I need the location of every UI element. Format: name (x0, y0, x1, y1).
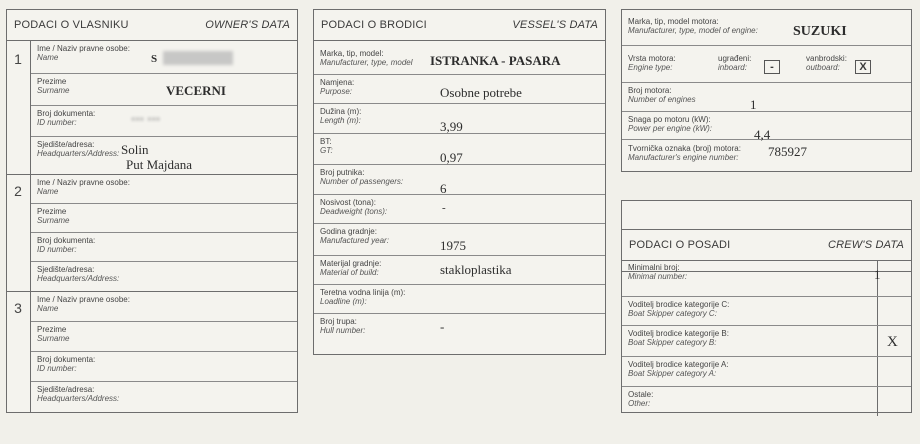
vessel-gt-row (314, 134, 605, 165)
field-label-en: Surname (37, 86, 70, 95)
owner-group-number: 1 (14, 51, 22, 67)
vessel-loadline-row (314, 285, 605, 314)
owner-id-row (31, 106, 297, 137)
field-label-en: Purpose: (320, 87, 353, 96)
crew-minimal-row (622, 263, 911, 296)
field-label-en: Deadweight (tons): (320, 207, 388, 216)
field-label-hr: Prezime (37, 325, 67, 334)
engine-type-row (622, 46, 911, 83)
vessel-hull-value: - (440, 319, 445, 334)
field-label-en: Other: (628, 399, 651, 408)
field-label-hr: Marka, tip, model: (320, 49, 384, 58)
field-label-hr: Vrsta motora: (628, 54, 676, 63)
field-label-hr: Nosivost (tona): (320, 198, 377, 207)
field-label-hr: Broj putnika: (320, 168, 365, 177)
field-label-hr: Prezime (37, 207, 67, 216)
vessel-deadweight-value: - (442, 202, 446, 214)
crew-minimal-value: 1 (874, 267, 881, 282)
field-label-en: ID number: (37, 118, 77, 127)
engine-power-row (622, 112, 911, 140)
field-label-hr: Teretna vodna linija (m): (320, 288, 406, 297)
vessel-deadweight-row (314, 195, 605, 224)
vessel-material-value: stakloplastika (440, 262, 512, 277)
crew-category-a-row (622, 357, 911, 387)
vessel-material-row (314, 256, 605, 285)
vessel-hull-row (314, 314, 605, 344)
field-label-hr: Marka, tip, model motora: (628, 17, 719, 26)
vessel-fields (314, 41, 605, 344)
field-label-hr: Voditelj brodice kategorije A: (628, 360, 729, 369)
crew-title-hr: PODACI O POSADI (629, 239, 731, 251)
field-label-hr: Sjedište/adresa: (37, 140, 95, 149)
field-label-en: Manufacturer's engine number: (628, 153, 739, 162)
owner-surname-row (31, 322, 297, 352)
crew-panel (621, 200, 912, 413)
field-label-en: Boat Skipper category B: (628, 338, 717, 347)
owner-group-3 (7, 292, 297, 413)
field-label-en: Surname (37, 216, 70, 225)
owner-surname-value: VECERNI (166, 83, 226, 98)
field-label-hr: Broj motora: (628, 86, 672, 95)
owner-group-number: 3 (14, 300, 22, 316)
vessel-length-row (314, 104, 605, 134)
owner-street-value: Put Majdana (126, 157, 193, 172)
field-label-en: ID number: (37, 245, 77, 254)
vessel-length-value: 3,99 (440, 119, 463, 134)
owner-id-row (31, 233, 297, 262)
redacted-area (163, 51, 233, 65)
engine-count-row (622, 83, 911, 112)
field-label-hr: Namjena: (320, 78, 355, 87)
inboard-label-en: inboard: (718, 63, 747, 72)
field-label-en: Headquarters/Address: (37, 394, 120, 403)
owner-name-value: S (151, 53, 158, 65)
engine-panel (621, 9, 912, 172)
engine-make-row (622, 10, 911, 46)
vessel-title-hr: PODACI O BRODICI (321, 19, 427, 31)
vessel-make-value: ISTRANKA - PASARA (430, 53, 561, 68)
field-label-hr: Snaga po motoru (kW): (628, 115, 711, 124)
field-label-en: Headquarters/Address: (37, 149, 120, 158)
owner-city-value: Solin (121, 142, 149, 157)
field-label-en: Boat Skipper category A: (628, 369, 717, 378)
crew-category-c-row (622, 296, 911, 326)
field-label-en: Name (37, 187, 59, 196)
field-label-hr: Broj dokumenta: (37, 355, 96, 364)
engine-count-value: 1 (750, 97, 757, 112)
field-label-en: Power per engine (kW): (628, 124, 713, 133)
engine-make-value: SUZUKI (793, 24, 847, 39)
vessel-gt-value: 0,97 (440, 150, 463, 165)
field-label-hr: BT: (320, 137, 332, 146)
field-label-hr: Materijal gradnje: (320, 259, 382, 268)
owner-name-row (31, 292, 297, 322)
crew-fields (622, 263, 911, 415)
owner-title-hr: PODACI O VLASNIKU (14, 19, 129, 31)
field-label-en: Headquarters/Address: (37, 274, 120, 283)
vessel-year-value: 1975 (440, 238, 466, 253)
owner-surname-row (31, 204, 297, 233)
crew-other-row (622, 387, 911, 415)
crew-category-b-row (622, 326, 911, 357)
owner-group-number: 2 (14, 183, 22, 199)
outboard-checkbox: X (855, 60, 871, 74)
vessel-title-en: VESSEL'S DATA (512, 19, 598, 31)
field-label-en: Material of build: (320, 268, 379, 277)
field-label-hr: Sjedište/adresa: (37, 385, 95, 394)
owner-title-en: OWNER'S DATA (205, 19, 290, 31)
field-label-hr: Voditelj brodice kategorije B: (628, 329, 729, 338)
field-label-hr: Voditelj brodice kategorije C: (628, 300, 730, 309)
field-label-en: Name (37, 53, 59, 62)
owner-address-row (31, 137, 297, 174)
owner-panel (6, 9, 298, 413)
field-label-hr: Ime / Naziv pravne osobe: (37, 295, 130, 304)
field-label-en: Name (37, 304, 59, 313)
field-label-hr: Sjedište/adresa: (37, 265, 95, 274)
field-label-en: Length (m): (320, 116, 361, 125)
crew-header (622, 229, 911, 261)
field-label-en: Surname (37, 334, 70, 343)
field-label-hr: Broj dokumenta: (37, 236, 96, 245)
field-label-en: Manufacturer, type, model (320, 58, 413, 67)
field-label-en: Hull number: (320, 326, 366, 335)
crew-title-en: CREW'S DATA (827, 239, 904, 251)
owner-id-value: ··· ··· (131, 111, 161, 126)
crew-category-b-value: X (887, 334, 898, 350)
engine-power-value: 4,4 (754, 127, 771, 142)
outboard-label-en: outboard: (806, 63, 840, 72)
field-label-hr: Ostale: (628, 390, 654, 399)
vessel-panel (313, 9, 606, 355)
field-label-en: Boat Skipper category C: (628, 309, 717, 318)
field-label-en: Loadline (m): (320, 297, 367, 306)
field-label-hr: Ime / Naziv pravne osobe: (37, 44, 130, 53)
field-label-en: ID number: (37, 364, 77, 373)
owner-surname-row (31, 74, 297, 106)
owner-header (7, 10, 297, 41)
field-label-hr: Broj dokumenta: (37, 109, 96, 118)
owner-name-row (31, 175, 297, 204)
inboard-checkbox: - (764, 60, 780, 74)
vessel-year-row (314, 224, 605, 256)
field-label-hr: Prezime (37, 77, 67, 86)
vessel-header (314, 10, 605, 41)
field-label-hr: Dužina (m): (320, 107, 362, 116)
field-label-en: Engine type: (628, 63, 673, 72)
field-label-en: Number of engines (628, 95, 696, 104)
field-label-en: GT: (320, 146, 333, 155)
field-label-hr: Tvornička oznaka (broj) motora: (628, 144, 741, 153)
vessel-purpose-row (314, 75, 605, 104)
field-label-en: Number of passengers: (320, 177, 404, 186)
owner-id-row (31, 352, 297, 382)
field-label-hr: Godina gradnje: (320, 227, 377, 236)
inboard-label-hr: ugrađeni: (718, 54, 752, 63)
engine-serial-value: 785927 (768, 144, 807, 159)
field-label-en: Manufactured year: (320, 236, 389, 245)
owner-address-row (31, 382, 297, 412)
vessel-purpose-value: Osobne potrebe (440, 85, 522, 100)
field-label-hr: Broj trupa: (320, 317, 357, 326)
engine-serial-row (622, 140, 911, 171)
field-label-hr: Minimalni broj: (628, 263, 680, 272)
owner-name-row (31, 41, 297, 74)
owner-address-row (31, 262, 297, 291)
field-label-en: Manufacturer, type, model of engine: (628, 26, 758, 35)
outboard-label-hr: vanbrodski: (806, 54, 847, 63)
field-label-en: Minimal number: (628, 272, 688, 281)
owner-group-2 (7, 175, 297, 291)
vessel-passengers-value: 6 (440, 181, 447, 196)
field-label-hr: Ime / Naziv pravne osobe: (37, 178, 130, 187)
vessel-passengers-row (314, 165, 605, 195)
vessel-make-row (314, 41, 605, 75)
owner-group-1 (7, 41, 297, 174)
